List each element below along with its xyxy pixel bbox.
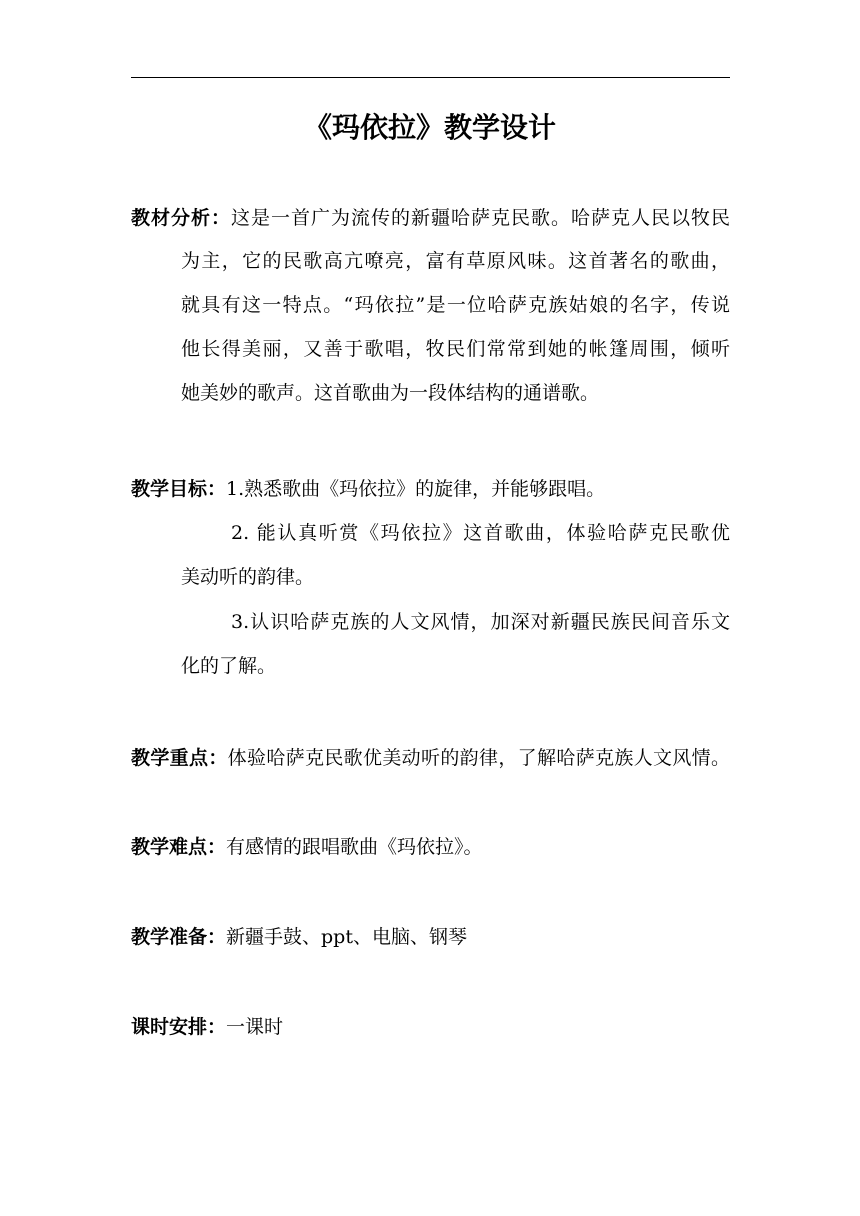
analysis-label: 教材分析： — [131, 207, 231, 229]
objectives-line-1 — [131, 474, 605, 504]
key-points-text: 体验哈萨克民歌优美动听的韵律，了解哈萨克族人文风情。 — [227, 747, 730, 769]
schedule-line — [131, 1012, 283, 1042]
difficulties-line — [131, 832, 483, 862]
header-rule — [131, 77, 730, 78]
page-title: 《玛依拉》教学设计 — [303, 111, 556, 144]
schedule-label: 课时安排： — [131, 1016, 227, 1038]
key-points-line — [131, 743, 730, 773]
objectives-label: 教学目标： — [131, 478, 227, 500]
analysis-line-1 — [131, 203, 730, 233]
difficulties-label: 教学难点： — [131, 836, 227, 858]
objectives-item-3b: 化的了解。 — [181, 655, 277, 677]
preparation-line — [131, 922, 467, 952]
analysis-line-3: 就具有这一特点。“玛依拉”是一位哈萨克族姑娘的名字，传说 — [181, 294, 730, 316]
preparation-text: 新疆手鼓、ppt、电脑、钢琴 — [226, 926, 467, 948]
analysis-line-4: 他长得美丽，又善于歌唱，牧民们常常到她的帐篷周围，倾听 — [181, 338, 730, 360]
key-points-label: 教学重点： — [131, 747, 228, 769]
objectives-item-2a: 2. 能认真听赏《玛依拉》这首歌曲，体验哈萨克民歌优 — [231, 522, 730, 544]
difficulties-text: 有感情的跟唱歌曲《玛依拉》。 — [226, 836, 483, 858]
preparation-label: 教学准备： — [131, 926, 227, 948]
objectives-item-2b: 美动听的韵律。 — [181, 566, 315, 588]
objectives-item-3a: 3.认识哈萨克族的人文风情，加深对新疆民族民间音乐文 — [231, 611, 730, 633]
objectives-item-1: 1.熟悉歌曲《玛依拉》的旋律，并能够跟唱。 — [226, 478, 606, 500]
analysis-line-5: 她美妙的歌声。这首歌曲为一段体结构的通谱歌。 — [181, 382, 600, 404]
analysis-line-2: 为主，它的民歌高亢嘹亮，富有草原风味。这首著名的歌曲， — [181, 250, 730, 272]
schedule-text: 一课时 — [226, 1016, 284, 1038]
analysis-text-1: 这是一首广为流传的新疆哈萨克民歌。哈萨克人民以牧民 — [231, 207, 730, 229]
